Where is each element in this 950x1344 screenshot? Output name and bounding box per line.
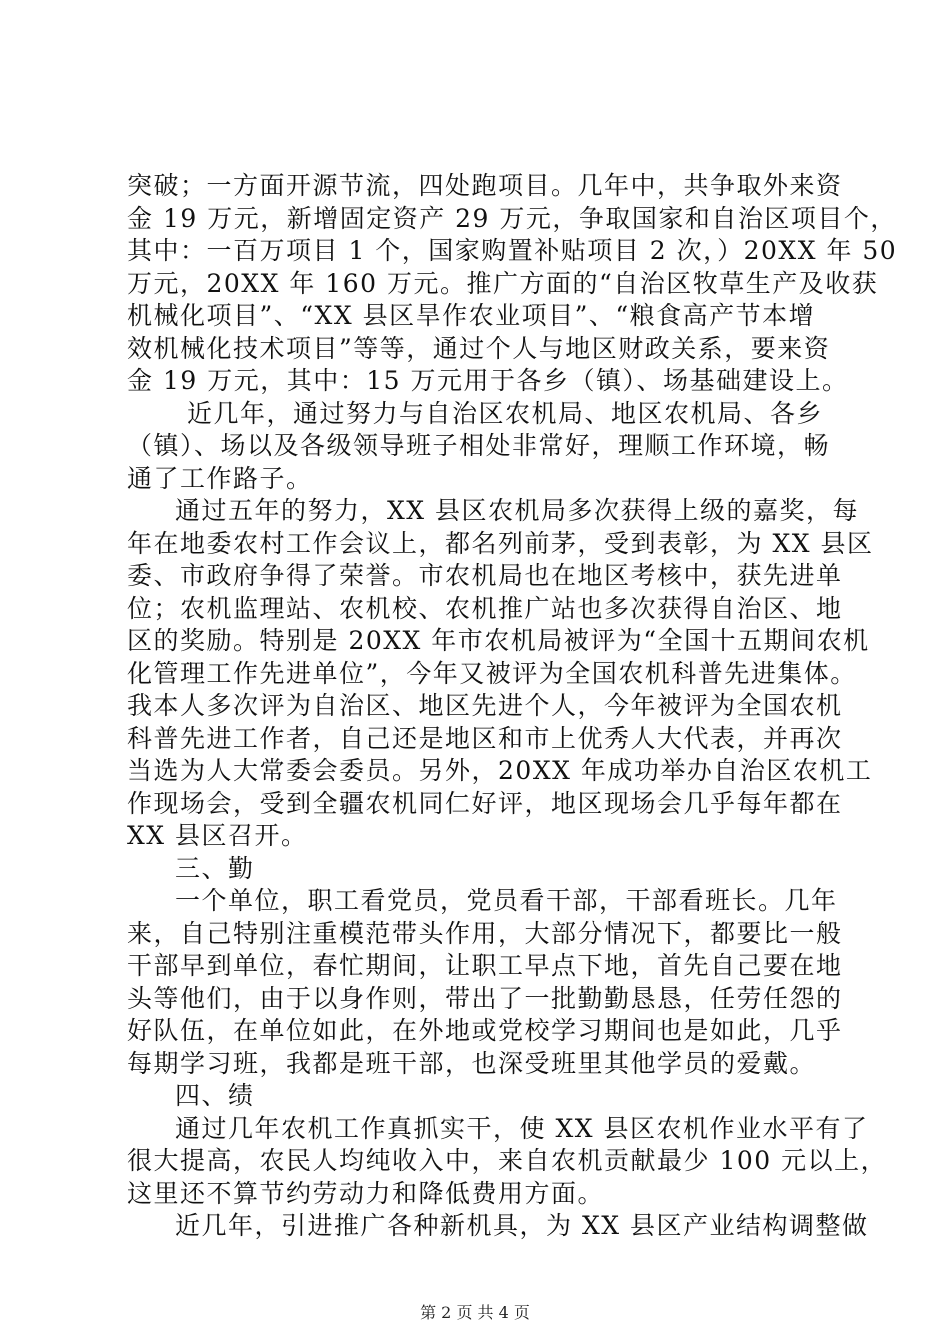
text-line: （镇）、场以及各级领导班子相处非常好，理顺工作环境，畅 [127,431,831,460]
page-number-footer: 第 2 页 共 4 页 [420,1303,530,1322]
text-line: 我本人多次评为自治区、地区先进个人，今年被评为全国农机 [127,691,843,720]
text-line: 金 19 万元，其中：15 万元用于各乡（镇）、场基础建设上。 [127,366,849,395]
text-line: 化管理工作先进单位”，今年又被评为全国农机科普先进集体。 [127,658,857,688]
text-line: 科普先进工作者，自己还是地区和市上优秀人大代表，并再次 [127,723,843,753]
section-heading: 三、勤 [175,853,255,883]
text-line: 委、市政府争得了荣誉。市农机局也在地区考核中，获先进单 [127,561,843,590]
text-line: 干部早到单位，春忙期间，让职工早点下地，首先自己要在地 [127,951,843,980]
text-line: 当选为人大常委会委员。另外，20XX 年成功举办自治区农机工 [127,756,873,785]
text-line: 突破；一方面开源节流，四处跑项目。几年中，共争取外来资 [127,171,843,200]
paragraph-start-line: 近几年，通过努力与自治区农机局、地区农机局、各乡 [187,398,824,428]
text-line: 年在地委农村工作会议上，都名列前茅，受到表彰，为 XX 县区 [127,528,874,558]
document-body [127,170,898,1243]
text-line: 通了工作路子。 [127,463,313,493]
text-line: 效机械化技术项目”等等，通过个人与地区财政关系，要来资 [127,333,831,363]
paragraph-start-line: 通过几年农机工作真抓实干，使 XX 县区农机作业水平有了 [175,1113,869,1143]
text-line: 万元，20XX 年 160 万元。推广方面的“自治区牧草生产及收获 [127,268,879,298]
text-line: 作现场会，受到全疆农机同仁好评，地区现场会几乎每年都在 [127,788,843,818]
text-line: 头等他们，由于以身作则，带出了一批勤勤恳恳，任劳任怨的 [127,983,843,1013]
text-line: 金 19 万元，新增固定资产 29 万元，争取国家和自治区项目个， [127,203,897,233]
text-line: 区的奖励。特别是 20XX 年市农机局被评为“全国十五期间农机 [127,626,870,655]
text-line: XX 县区召开。 [127,821,308,850]
text-line: 位；农机监理站、农机校、农机推广站也多次获得自治区、地 [127,593,843,623]
section-heading: 四、绩 [175,1081,255,1110]
text-line: 机械化项目”、“XX 县区旱作农业项目”、“粮食高产节本增 [127,301,816,330]
text-line: 来，自己特别注重模范带头作用，大部分情况下，都要比一般 [127,918,843,948]
paragraph-start-line: 一个单位，职工看党员，党员看干部，干部看班长。几年 [175,886,838,915]
paragraph-start-line: 近几年，引进推广各种新机具，为 XX 县区产业结构调整做 [175,1211,869,1240]
text-line: 其中：一百万项目 1 个，国家购置补贴项目 2 次，）20XX 年 50 [127,236,898,265]
text-line: 每期学习班，我都是班干部，也深受班里其他学员的爱戴。 [127,1048,817,1078]
text-line: 很大提高，农民人均纯收入中，来自农机贡献最少 100 元以上， [127,1146,888,1175]
text-line: 这里还不算节约劳动力和降低费用方面。 [127,1178,605,1208]
text-line: 好队伍，在单位如此，在外地或党校学习期间也是如此，几乎 [127,1016,843,1045]
paragraph-start-line: 通过五年的努力，XX 县区农机局多次获得上级的嘉奖，每 [175,496,860,525]
